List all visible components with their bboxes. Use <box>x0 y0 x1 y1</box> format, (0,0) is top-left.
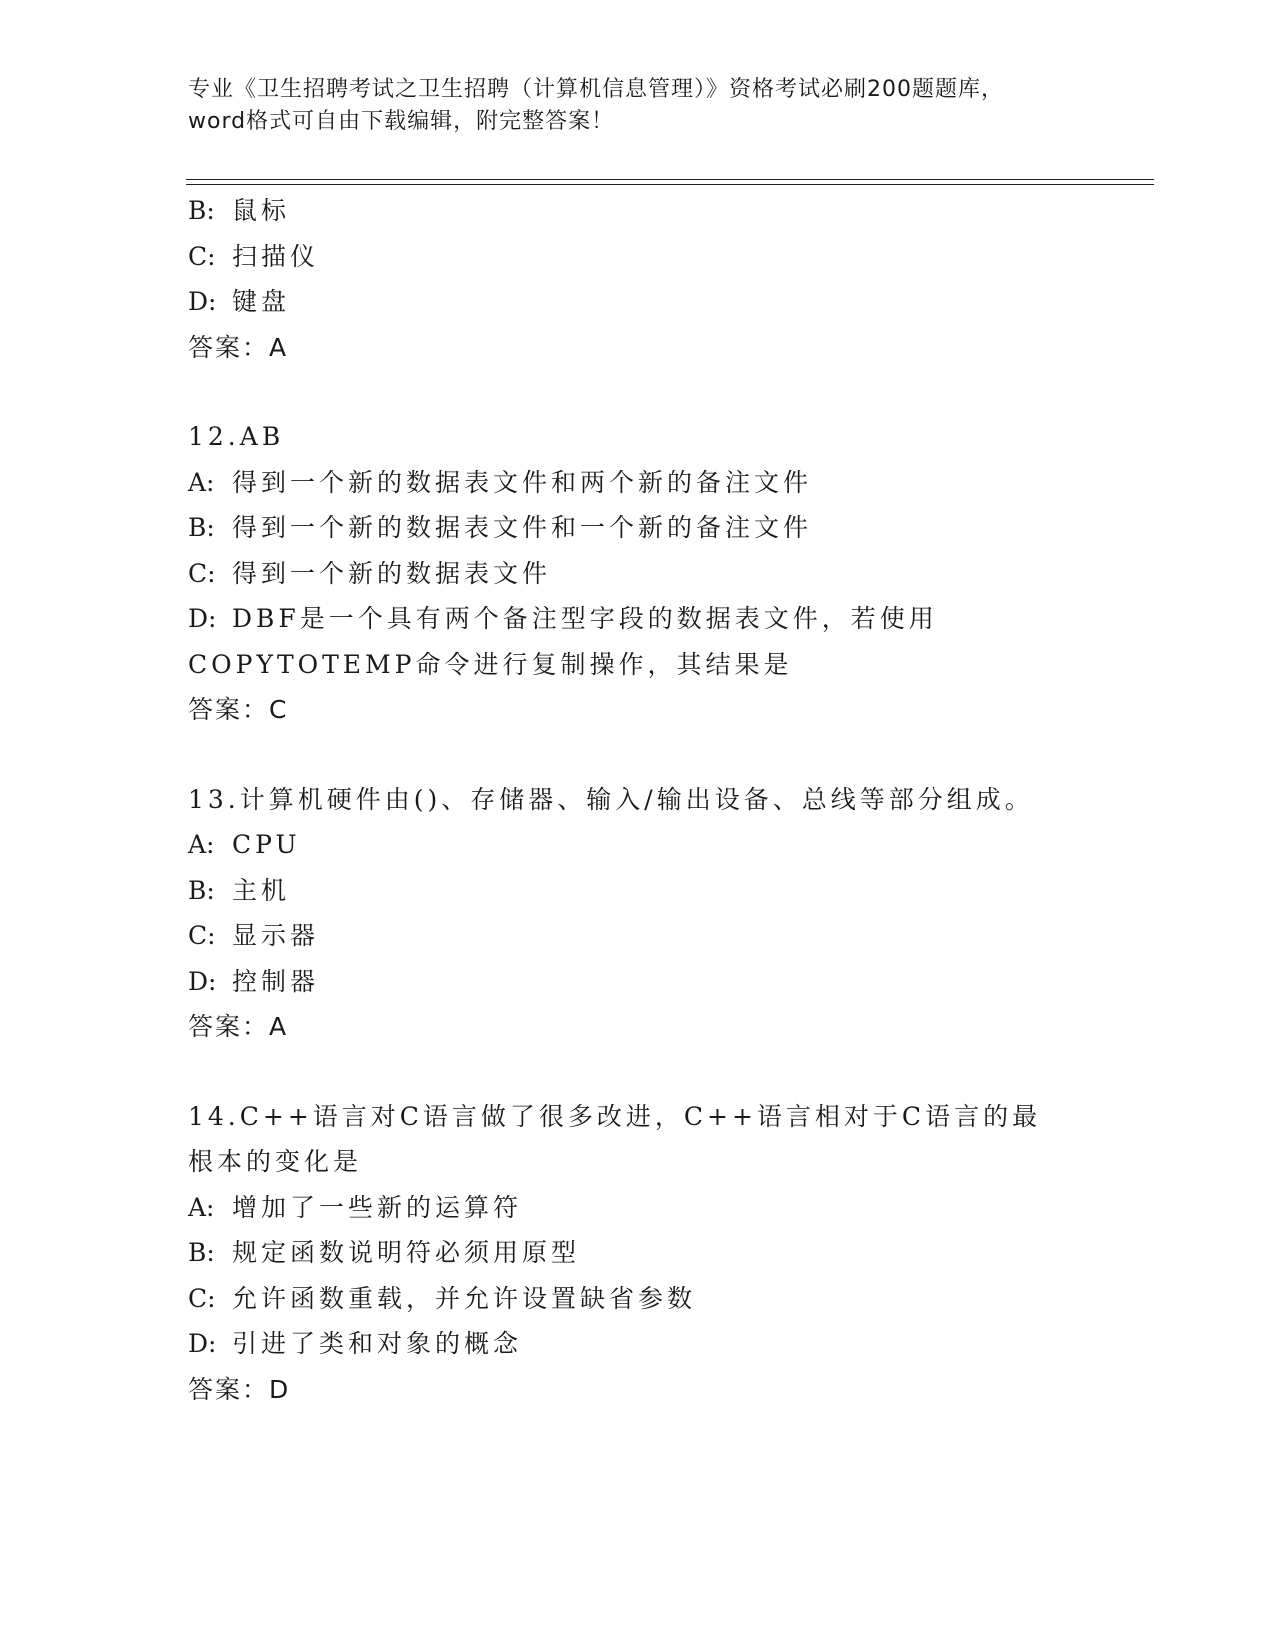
question-text: 13.计算机硬件由()、存储器、输入/输出设备、总线等部分组成。 <box>188 784 1034 814</box>
option-b: B: 主机 <box>188 875 291 905</box>
question-block-14 <box>188 1094 1088 1413</box>
answer-line: 答案：C <box>188 695 289 724</box>
question-block-12 <box>188 414 1088 733</box>
option-d: D: 引进了类和对象的概念 <box>188 1329 523 1358</box>
option-d: D: 控制器 <box>188 966 320 996</box>
option-a: A: 增加了一些新的运算符 <box>188 1192 523 1222</box>
header-divider-bottom <box>186 184 1154 185</box>
header-title-line-1: 专业《卫生招聘考试之卫生招聘（计算机信息管理）》资格考试必刷200题题库， <box>188 77 1004 102</box>
option-c: C: 显示器 <box>188 921 320 950</box>
option-d: D: DBF是一个具有两个备注型字段的数据表文件，若使用COPYTOTEMP命令进行复制操作，其结果是 <box>188 604 938 679</box>
document-header <box>188 74 1088 138</box>
option-b: B: 鼠标 <box>188 196 291 225</box>
option-c: C: 扫描仪 <box>188 241 320 271</box>
question-text: 14.C++语言对C语言做了很多改进，C++语言相对于C语言的最根本的变化是 <box>188 1101 1042 1176</box>
answer-line: 答案：D <box>188 1374 291 1404</box>
option-a: A: CPU <box>188 830 301 859</box>
option-c: C: 得到一个新的数据表文件 <box>188 558 552 588</box>
question-block-13 <box>188 777 1088 1050</box>
option-b: B: 规定函数说明符必须用原型 <box>188 1238 581 1267</box>
question-block-11 <box>188 188 1088 370</box>
answer-line: 答案：A <box>188 1012 289 1041</box>
question-list <box>188 188 1088 1412</box>
option-d: D: 键盘 <box>188 287 291 316</box>
option-a: A: 得到一个新的数据表文件和两个新的备注文件 <box>188 467 813 497</box>
header-divider-top <box>186 179 1154 180</box>
question-text: 12.AB <box>188 422 285 451</box>
answer-line: 答案：A <box>188 332 289 362</box>
option-c: C: 允许函数重载，并允许设置缺省参数 <box>188 1283 697 1313</box>
option-b: B: 得到一个新的数据表文件和一个新的备注文件 <box>188 513 813 542</box>
header-title-line-2: word格式可自由下载编辑，附完整答案！ <box>188 109 615 134</box>
